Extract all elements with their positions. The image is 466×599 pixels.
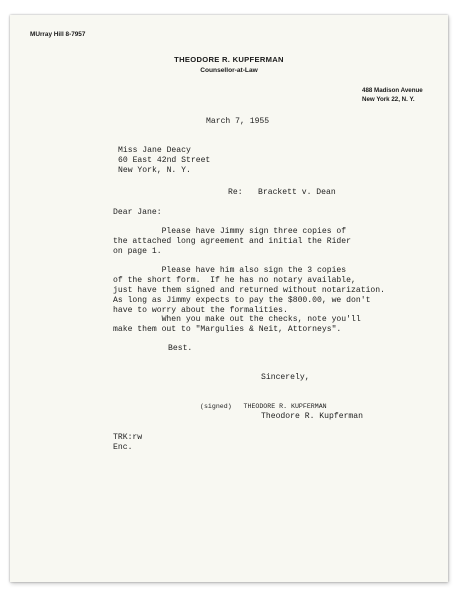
recipient-line: Miss Jane Deacy [118,146,191,155]
letterhead-address-line1: 488 Madison Avenue [362,87,423,94]
recipient-line: New York, N. Y. [118,166,191,175]
salutation: Dear Jane: [113,208,162,217]
typist-initials: TRK:rw [113,433,143,442]
re-label: Re: [228,188,243,197]
recipient-block [118,146,210,176]
letterhead-name: THEODORE R. KUPFERMAN [174,55,284,64]
enclosure-note: Enc. [113,443,133,452]
body-paragraph: Please have him also sign the 3 copies of the short form. If he has no notary available, just have them signed and returned without notarization. As long as Jimmy expects to pay the $800.00, we don't have to worry about the formalities. [113,266,385,315]
body-paragraph: When you make out the checks, note you'll make them out to "Margulies & Neit, Attorneys". [113,315,361,334]
closing-best: Best. [168,344,193,353]
letterhead-phone: MUrray Hill 8-7957 [30,31,86,38]
closing-sincerely: Sincerely, [261,373,310,382]
body-paragraph: Please have Jimmy sign three copies of the attached long agreement and initial the Rider on page 1. [113,227,351,256]
re-value: Brackett v. Dean [258,188,336,197]
letter-page [10,15,448,582]
letterhead-address-line2: New York 22, N. Y. [362,96,415,103]
letter-date: March 7, 1955 [206,117,270,126]
letterhead-title: Counsellor-at-Law [200,67,258,74]
recipient-line: 60 East 42nd Street [118,156,211,165]
signed-note: (signed) THEODORE R. KUPFERMAN [200,403,327,410]
signature-name: Theodore R. Kupferman [261,412,363,421]
